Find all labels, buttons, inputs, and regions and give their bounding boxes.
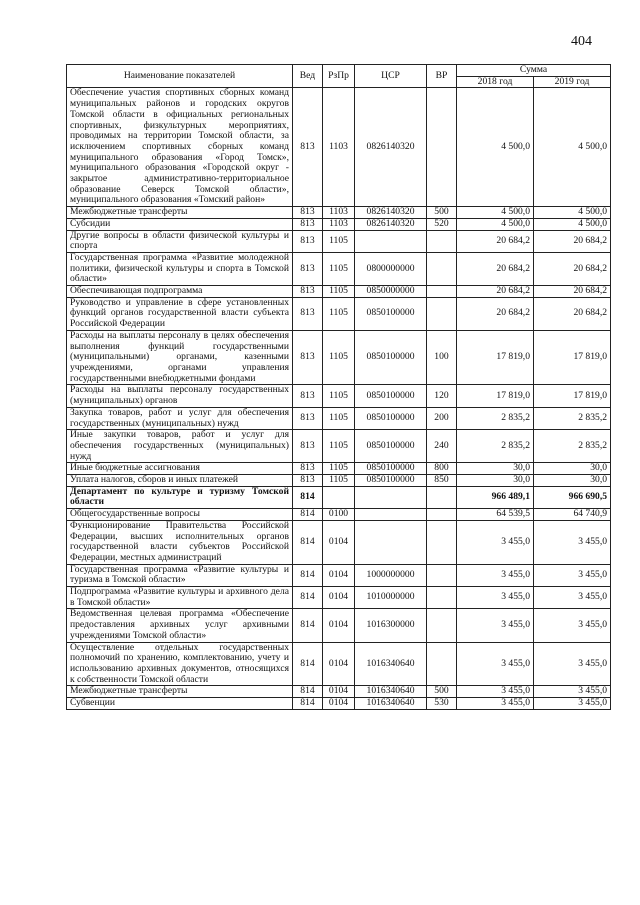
cell-ved: 813	[293, 407, 323, 429]
cell-y2019: 4 500,0	[534, 207, 611, 219]
header-ved: Вед	[293, 65, 323, 88]
cell-vr: 500	[427, 686, 457, 698]
cell-y2018: 20 684,2	[457, 286, 534, 298]
cell-name: Государственная программа «Развитие культуры и туризма в Томской области»	[67, 564, 293, 586]
cell-y2018: 3 455,0	[457, 587, 534, 609]
cell-rzpr: 0100	[323, 509, 355, 521]
cell-y2018: 30,0	[457, 475, 534, 487]
cell-vr	[427, 286, 457, 298]
cell-vr	[427, 520, 457, 564]
cell-y2018: 20 684,2	[457, 230, 534, 252]
header-2018: 2018 год	[457, 76, 534, 88]
cell-y2019: 2 835,2	[534, 430, 611, 463]
cell-ved: 814	[293, 686, 323, 698]
cell-vr: 100	[427, 330, 457, 385]
cell-y2018: 64 539,5	[457, 509, 534, 521]
cell-y2019: 20 684,2	[534, 252, 611, 285]
cell-ved: 813	[293, 230, 323, 252]
cell-y2019: 17 819,0	[534, 330, 611, 385]
cell-y2018: 3 455,0	[457, 520, 534, 564]
header-sum: Сумма	[457, 65, 611, 77]
cell-vr	[427, 230, 457, 252]
cell-rzpr: 1105	[323, 297, 355, 330]
cell-y2018: 4 500,0	[457, 88, 534, 207]
table-row	[67, 609, 611, 642]
cell-ved: 813	[293, 430, 323, 463]
cell-rzpr: 1105	[323, 430, 355, 463]
table-row	[67, 463, 611, 475]
cell-y2018: 20 684,2	[457, 297, 534, 330]
cell-y2018: 2 835,2	[457, 407, 534, 429]
cell-name: Общегосударственные вопросы	[67, 509, 293, 521]
cell-y2018: 4 500,0	[457, 218, 534, 230]
cell-name: Уплата налогов, сборов и иных платежей	[67, 475, 293, 487]
cell-vr: 850	[427, 475, 457, 487]
cell-y2019: 64 740,9	[534, 509, 611, 521]
cell-vr	[427, 88, 457, 207]
cell-csr: 0850000000	[355, 286, 427, 298]
table-row	[67, 407, 611, 429]
cell-name: Ведомственная целевая программа «Обеспечение предоставления архивных услуг архивными учреждениями Томской области»	[67, 609, 293, 642]
cell-csr: 1016340640	[355, 686, 427, 698]
cell-rzpr: 1103	[323, 207, 355, 219]
table-row	[67, 286, 611, 298]
table-row	[67, 698, 611, 710]
cell-rzpr: 1105	[323, 407, 355, 429]
cell-name: Осуществление отдельных государственных полномочий по хранению, комплектованию, учету и использованию архивных документов, относящихся к собственности Томской области	[67, 642, 293, 686]
header-csr: ЦСР	[355, 65, 427, 88]
cell-ved: 814	[293, 698, 323, 710]
cell-vr	[427, 509, 457, 521]
budget-table	[66, 64, 611, 710]
cell-ved: 814	[293, 587, 323, 609]
cell-y2018: 17 819,0	[457, 385, 534, 407]
cell-name: Иные закупки товаров, работ и услуг для обеспечения государственных (муниципальных) нужд	[67, 430, 293, 463]
cell-ved: 813	[293, 252, 323, 285]
cell-y2019: 20 684,2	[534, 297, 611, 330]
cell-y2018: 30,0	[457, 463, 534, 475]
cell-name: Расходы на выплаты персоналу государственных (муниципальных) органов	[67, 385, 293, 407]
cell-y2018: 17 819,0	[457, 330, 534, 385]
cell-rzpr: 0104	[323, 564, 355, 586]
cell-ved: 813	[293, 207, 323, 219]
cell-y2019: 3 455,0	[534, 642, 611, 686]
cell-y2018: 2 835,2	[457, 430, 534, 463]
cell-vr	[427, 297, 457, 330]
cell-ved: 813	[293, 297, 323, 330]
cell-vr: 120	[427, 385, 457, 407]
cell-ved: 813	[293, 218, 323, 230]
cell-ved: 813	[293, 385, 323, 407]
page-number: 404	[571, 34, 592, 49]
cell-ved: 814	[293, 520, 323, 564]
cell-rzpr: 0104	[323, 698, 355, 710]
cell-rzpr: 1105	[323, 463, 355, 475]
cell-rzpr: 0104	[323, 609, 355, 642]
cell-rzpr: 1103	[323, 218, 355, 230]
cell-name: Обеспечивающая подпрограмма	[67, 286, 293, 298]
table-row	[67, 88, 611, 207]
cell-ved: 813	[293, 286, 323, 298]
cell-vr	[427, 587, 457, 609]
cell-y2019: 4 500,0	[534, 88, 611, 207]
cell-csr: 1016340640	[355, 642, 427, 686]
table-row	[67, 686, 611, 698]
cell-y2018: 3 455,0	[457, 686, 534, 698]
cell-name: Межбюджетные трансферты	[67, 207, 293, 219]
cell-ved: 814	[293, 509, 323, 521]
cell-y2019: 20 684,2	[534, 230, 611, 252]
cell-vr: 240	[427, 430, 457, 463]
table-body	[67, 88, 611, 709]
cell-y2019: 3 455,0	[534, 609, 611, 642]
cell-ved: 814	[293, 486, 323, 508]
cell-ved: 813	[293, 463, 323, 475]
cell-y2018: 4 500,0	[457, 207, 534, 219]
cell-y2019: 3 455,0	[534, 587, 611, 609]
cell-csr: 1010000000	[355, 587, 427, 609]
cell-csr: 0826140320	[355, 207, 427, 219]
cell-csr	[355, 486, 427, 508]
cell-name: Департамент по культуре и туризму Томской области	[67, 486, 293, 508]
cell-rzpr: 0104	[323, 520, 355, 564]
cell-ved: 814	[293, 642, 323, 686]
cell-csr: 0850100000	[355, 407, 427, 429]
cell-rzpr	[323, 486, 355, 508]
header-rzpr: РзПр	[323, 65, 355, 88]
cell-y2018: 3 455,0	[457, 609, 534, 642]
cell-y2019: 20 684,2	[534, 286, 611, 298]
cell-y2019: 3 455,0	[534, 564, 611, 586]
table-row	[67, 587, 611, 609]
cell-rzpr: 0104	[323, 686, 355, 698]
cell-rzpr: 1105	[323, 286, 355, 298]
cell-name: Обеспечение участия спортивных сборных команд муниципальных районов и городских округов Томской области в официальных региональных спортивных, физкультурных мероприятиях, проводимых на территории Томской области, за исключением спортивных сборных команд муниципального образования «Город Томск», муниципального образования «Городской округ - закрытое административно-территориальное образование Северск Томской области», муниципального образования «Томский район»	[67, 88, 293, 207]
table-row	[67, 297, 611, 330]
cell-rzpr: 1105	[323, 385, 355, 407]
cell-csr	[355, 230, 427, 252]
cell-name: Руководство и управление в сфере установленных функций органов государственной власти субъекта Российской Федерации	[67, 297, 293, 330]
cell-vr: 500	[427, 207, 457, 219]
cell-y2019: 966 690,5	[534, 486, 611, 508]
header-vr: ВР	[427, 65, 457, 88]
cell-rzpr: 1105	[323, 230, 355, 252]
cell-name: Субвенции	[67, 698, 293, 710]
cell-y2018: 3 455,0	[457, 698, 534, 710]
cell-csr: 0850100000	[355, 463, 427, 475]
cell-y2018: 3 455,0	[457, 564, 534, 586]
table-row	[67, 252, 611, 285]
cell-name: Субсидии	[67, 218, 293, 230]
cell-rzpr: 1105	[323, 475, 355, 487]
table-row	[67, 218, 611, 230]
cell-ved: 814	[293, 609, 323, 642]
cell-y2018: 3 455,0	[457, 642, 534, 686]
cell-y2019: 2 835,2	[534, 407, 611, 429]
cell-csr: 0800000000	[355, 252, 427, 285]
cell-y2019: 17 819,0	[534, 385, 611, 407]
cell-csr: 1016300000	[355, 609, 427, 642]
cell-vr	[427, 642, 457, 686]
cell-vr	[427, 252, 457, 285]
table-row	[67, 330, 611, 385]
table-row	[67, 564, 611, 586]
cell-vr: 800	[427, 463, 457, 475]
table-row	[67, 207, 611, 219]
cell-ved: 813	[293, 475, 323, 487]
cell-ved: 813	[293, 88, 323, 207]
cell-name: Государственная программа «Развитие молодежной политики, физической культуры и спорта в Томской области»	[67, 252, 293, 285]
cell-csr: 0850100000	[355, 330, 427, 385]
cell-rzpr: 0104	[323, 642, 355, 686]
cell-vr: 200	[427, 407, 457, 429]
cell-vr: 520	[427, 218, 457, 230]
cell-csr: 0850100000	[355, 385, 427, 407]
table-row	[67, 520, 611, 564]
cell-y2019: 3 455,0	[534, 520, 611, 564]
cell-name: Другие вопросы в области физической культуры и спорта	[67, 230, 293, 252]
header-2019: 2019 год	[534, 76, 611, 88]
cell-vr: 530	[427, 698, 457, 710]
table-row	[67, 430, 611, 463]
cell-rzpr: 0104	[323, 587, 355, 609]
table-row	[67, 509, 611, 521]
cell-y2019: 30,0	[534, 463, 611, 475]
cell-name: Расходы на выплаты персоналу в целях обеспечения выполнения функций государственными (муниципальными) органами, казенными учреждениями, органами управления государственными внебюджетными фондами	[67, 330, 293, 385]
cell-csr: 0826140320	[355, 218, 427, 230]
cell-y2019: 4 500,0	[534, 218, 611, 230]
cell-vr	[427, 564, 457, 586]
table-row	[67, 642, 611, 686]
cell-csr: 0826140320	[355, 88, 427, 207]
cell-y2018: 966 489,1	[457, 486, 534, 508]
table-row	[67, 385, 611, 407]
cell-y2018: 20 684,2	[457, 252, 534, 285]
cell-rzpr: 1103	[323, 88, 355, 207]
table-row	[67, 230, 611, 252]
cell-name: Подпрограмма «Развитие культуры и архивного дела в Томской области»	[67, 587, 293, 609]
cell-name: Иные бюджетные ассигнования	[67, 463, 293, 475]
table-row	[67, 475, 611, 487]
cell-vr	[427, 486, 457, 508]
cell-vr	[427, 609, 457, 642]
cell-name: Межбюджетные трансферты	[67, 686, 293, 698]
cell-ved: 813	[293, 330, 323, 385]
cell-csr	[355, 520, 427, 564]
cell-name: Закупка товаров, работ и услуг для обеспечения государственных (муниципальных) нужд	[67, 407, 293, 429]
cell-csr: 1016340640	[355, 698, 427, 710]
cell-csr: 0850100000	[355, 297, 427, 330]
cell-y2019: 30,0	[534, 475, 611, 487]
cell-csr	[355, 509, 427, 521]
cell-csr: 1000000000	[355, 564, 427, 586]
cell-rzpr: 1105	[323, 330, 355, 385]
cell-rzpr: 1105	[323, 252, 355, 285]
cell-name: Функционирование Правительства Российской Федерации, высших исполнительных органов государственной власти субъектов Российской Федерации, местных администраций	[67, 520, 293, 564]
cell-y2019: 3 455,0	[534, 686, 611, 698]
cell-y2019: 3 455,0	[534, 698, 611, 710]
cell-csr: 0850100000	[355, 430, 427, 463]
cell-csr: 0850100000	[355, 475, 427, 487]
header-name: Наименование показателей	[67, 65, 293, 88]
cell-ved: 814	[293, 564, 323, 586]
table-row	[67, 486, 611, 508]
